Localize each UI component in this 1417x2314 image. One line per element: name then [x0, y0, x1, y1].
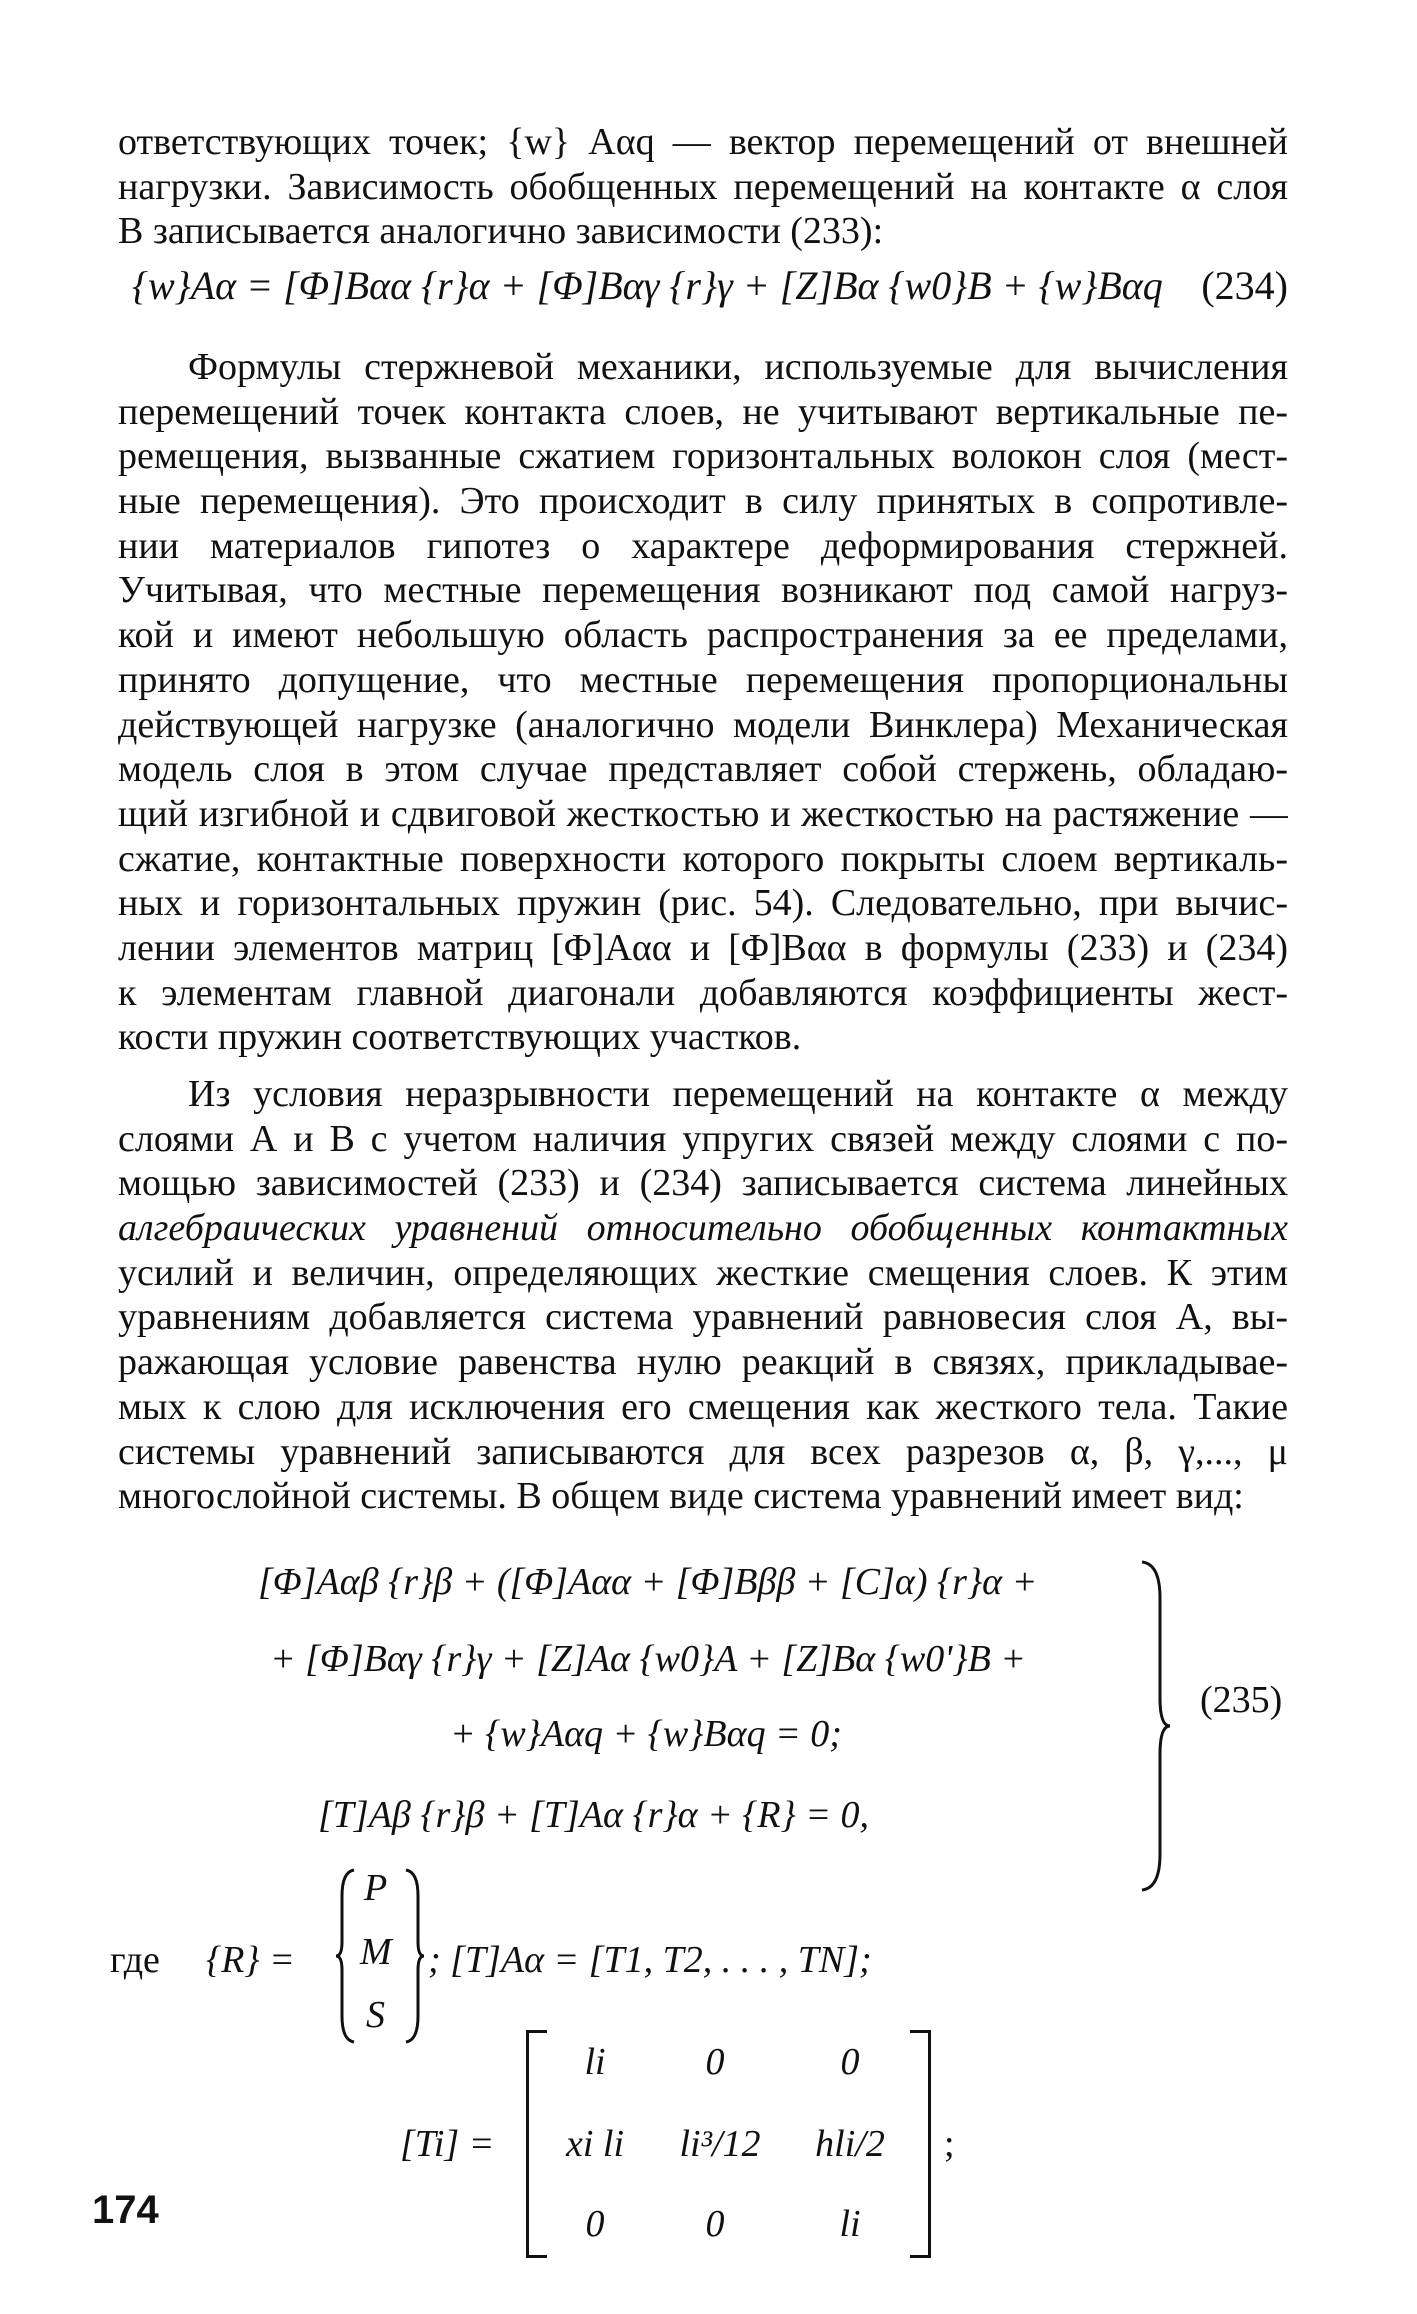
equation-235-line-1: [Φ]Aαβ {r}β + ([Φ]Aαα + [Φ]Bββ + [C]α) {r}α + [258, 1561, 1038, 1603]
vector-R-item: P [364, 1867, 388, 1909]
text-line: кой и имеют небольшую область распространения за ее пределами, [118, 614, 1288, 657]
text-line: лении элементов матриц [Φ]Aαα и [Φ]Bαα в формулы (233) и (234) [118, 926, 1288, 969]
vector-R-lhs: {R} = [206, 1939, 295, 1981]
matrix-cell: 0 [585, 2203, 605, 2245]
right-brace-icon [402, 1866, 426, 2046]
page-number: 174 [92, 2188, 159, 2232]
T-definition: ; [T]Aα = [T1, T2, . . . , TN]; [428, 1939, 872, 1981]
paragraph-1 [118, 120, 1288, 254]
equation-235-line-3: + {w}Aαq + {w}Bαq = 0; [450, 1713, 842, 1755]
matrix-cell: li [584, 2041, 606, 2083]
text-line: ответствующих точек; {w} Aαq — вектор перемещений от внешней [118, 121, 1288, 163]
paragraph-2 [118, 345, 1288, 1060]
matrix-cell: li [839, 2203, 861, 2245]
text-line: ных и горизонтальных пружин (рис. 54). Следовательно, при вычис- [118, 882, 1288, 925]
where-word: где [110, 1939, 160, 1981]
text-line: нии материалов гипотез о характере деформирования стержней. [118, 524, 1288, 567]
text-line: многослойной системы. В общем виде система уравнений имеет вид: [118, 1475, 1244, 1518]
text-line: перемещений точек контакта слоев, не учитывают вертикальные пе- [118, 390, 1288, 433]
text-line: кости пружин соответствующих участков. [118, 1016, 802, 1059]
matrix-cell: li³/12 [679, 2123, 761, 2165]
text-line: Учитывая, что местные перемещения возникают под самой нагруз- [118, 569, 1288, 612]
text-line: усилий и величин, определяющих жесткие смещения слоев. К этим [118, 1251, 1288, 1294]
right-bracket-icon [910, 2030, 931, 2258]
text-line: мощью зависимостей (233) и (234) записывается система линейных [118, 1162, 1288, 1205]
text-line: системы уравнений записываются для всех разрезов α, β, γ,..., μ [118, 1430, 1288, 1473]
matrix-cell: xi li [565, 2123, 625, 2165]
matrix-cell: hli/2 [815, 2123, 885, 2165]
equation-235-line-4: [T]Aβ {r}β + [T]Aα {r}α + {R} = 0, [318, 1794, 869, 1836]
text-line: слоями А и В с учетом наличия упругих связей между слоями с по- [118, 1117, 1288, 1160]
text-line: к элементам главной диагонали добавляются коэффициенты жест- [118, 971, 1288, 1014]
vector-R-item: S [366, 1994, 385, 2036]
text-line: действующей нагрузке (аналогично модели Винклера) Механическая [118, 703, 1288, 746]
text-line: уравнениям добавляется система уравнений равновесия слоя А, вы- [118, 1296, 1288, 1339]
equation-body: {w}Aα = [Φ]Bαα {r}α + [Φ]Bαγ {r}γ + [Z]Bα {w0}B + {w}Bαq [132, 263, 1163, 308]
text-line: нагрузки. Зависимость обобщенных перемещений на контакте α слоя [118, 165, 1288, 208]
text-line: мых к слою для исключения его смещения как жесткого тела. Такие [118, 1385, 1288, 1428]
matrix-lhs: [Ti] = [400, 2123, 495, 2165]
text-line: В записывается аналогично зависимости (233): [118, 210, 884, 253]
matrix-Ti [540, 2030, 920, 2258]
text-line: ные перемещения). Это происходит в силу принятых в сопротивле- [118, 480, 1288, 523]
text-line: ремещения, вызванные сжатием горизонтальных волокон слоя (мест- [118, 435, 1288, 478]
text-line: алгебраических уравнений относительно обобщенных контактных [118, 1207, 1288, 1250]
matrix-cell: 0 [705, 2041, 725, 2083]
equation-number: (235) [1200, 1679, 1283, 1721]
text-line: принято допущение, что местные перемещения пропорциональны [118, 658, 1288, 701]
equation-number: (234) [1201, 263, 1288, 308]
matrix-cell: 0 [840, 2041, 860, 2083]
left-brace-icon [334, 1866, 358, 2046]
matrix-cell: 0 [705, 2203, 725, 2245]
text-line: Из условия неразрывности перемещений на контакте α между [188, 1073, 1288, 1115]
text-line: сжатие, контактные поверхности которого покрыты слоем вертикаль- [118, 837, 1288, 880]
text-line: Формулы стержневой механики, используемые для вычисления [188, 346, 1288, 388]
text-line: ражающая условие равенства нулю реакций в связях, прикладывае- [118, 1341, 1288, 1384]
vector-R-item: M [360, 1931, 392, 1973]
paragraph-3 [118, 1072, 1288, 1519]
right-brace-icon [1138, 1558, 1172, 1894]
text-line: щий изгибной и сдвиговой жесткостью и жесткостью на растяжение — [118, 792, 1288, 835]
equation-234 [118, 262, 1288, 310]
matrix-tail: ; [944, 2123, 955, 2165]
text-line: модель слоя в этом случае представляет собой стержень, обладаю- [118, 748, 1288, 791]
equation-235-line-2: + [Φ]Bαγ {r}γ + [Z]Aα {w0}A + [Z]Bα {w0'}B + [270, 1638, 1026, 1680]
